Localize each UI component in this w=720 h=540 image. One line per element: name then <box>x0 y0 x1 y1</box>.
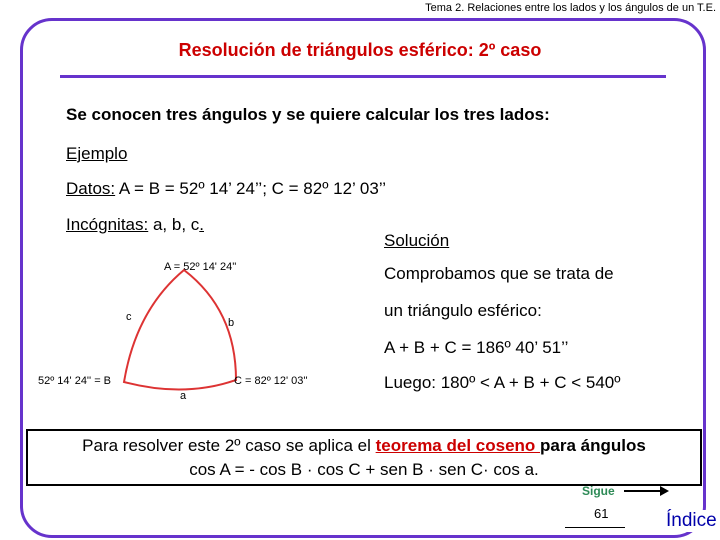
solution-heading: Solución <box>384 231 450 250</box>
intro-text: Se conocen tres ángulos y se quiere calcular los tres lados: <box>66 105 550 124</box>
side-b-label: b <box>228 317 235 329</box>
solution-line-2: un triángulo esférico: <box>384 301 542 320</box>
title-divider <box>60 75 666 78</box>
unknowns-period: . <box>199 215 204 234</box>
formula-box <box>26 429 702 486</box>
solution-sum: A + B + C = 186º 40’ 51’’ <box>384 338 569 357</box>
next-button-label: Sigue <box>582 484 615 498</box>
right-arrow-icon <box>622 484 670 498</box>
cosine-formula: cos A = - cos B · cos C + sen B · sen C· cos a. <box>189 460 539 479</box>
vertex-b-label: 52º 14' 24'' = B <box>38 375 112 387</box>
index-button[interactable]: Índice <box>666 510 717 531</box>
unknowns-label: Incógnitas: <box>66 215 149 234</box>
vertex-c-label: C = 82º 12' 03'' <box>234 375 308 387</box>
formula-prefix: Para resolver este 2º caso se aplica el <box>82 436 376 455</box>
slide-title: Resolución de triángulos esférico: 2º caso <box>178 40 542 60</box>
triangle-arcs <box>124 270 236 390</box>
data-line <box>66 179 386 199</box>
solution-check: Luego: 180º < A + B + C < 540º <box>384 373 621 392</box>
page-number-rule <box>565 527 625 528</box>
unknowns-values: a, b, c <box>148 215 200 234</box>
data-values: A = B = 52º 14’ 24’’; C = 82º 12’ 03’’ <box>115 179 387 198</box>
formula-suffix: para ángulos <box>540 436 646 455</box>
side-a-label: a <box>180 390 187 402</box>
page-number: 61 <box>594 506 609 521</box>
next-button[interactable] <box>582 484 670 498</box>
data-label: Datos: <box>66 179 116 198</box>
unknowns-line <box>66 215 204 235</box>
header-note: Tema 2. Relaciones entre los lados y los ángulos de un T.E. <box>425 2 716 14</box>
spherical-triangle-diagram <box>36 250 310 408</box>
vertex-a-label: A = 52º 14' 24'' <box>164 261 237 273</box>
example-label: Ejemplo <box>66 144 128 163</box>
cosine-theorem-link[interactable]: teorema del coseno <box>375 436 541 455</box>
solution-line-1: Comprobamos que se trata de <box>384 264 614 283</box>
side-c-label: c <box>126 311 132 323</box>
formula-intro-line <box>28 434 700 458</box>
